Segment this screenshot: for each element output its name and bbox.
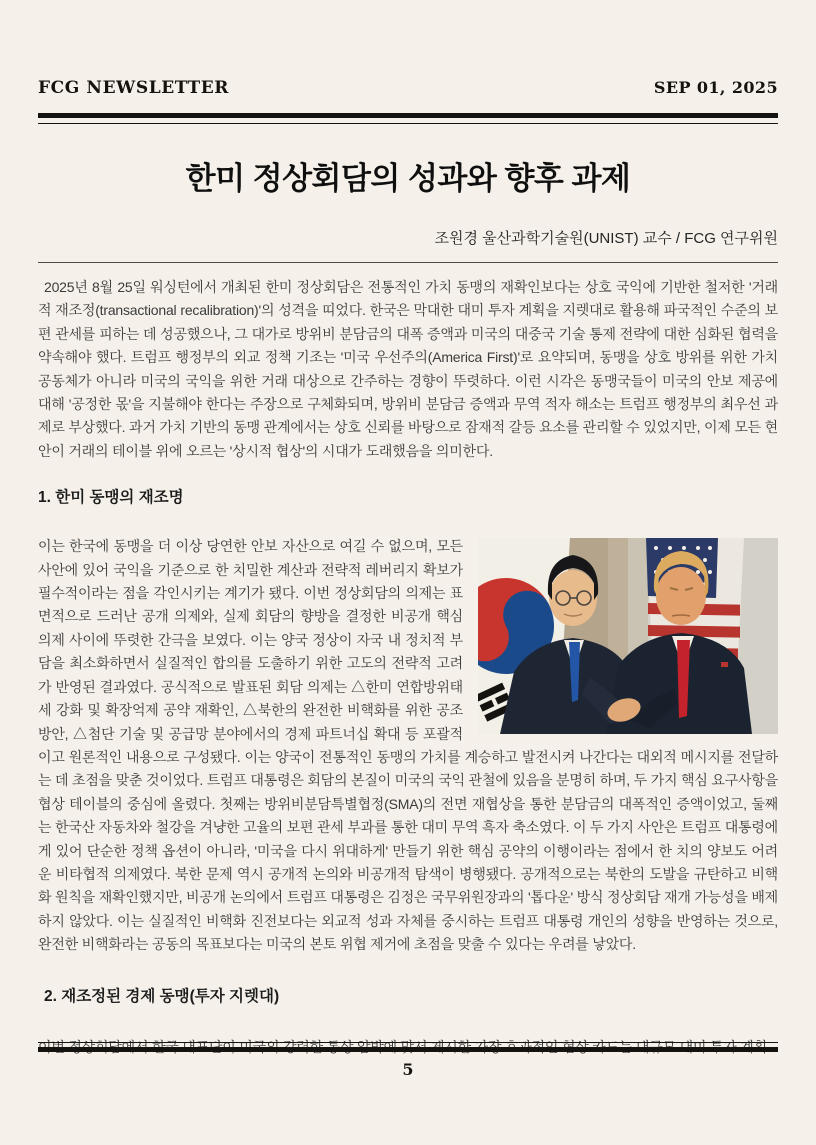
masthead-rule-thin — [38, 123, 778, 125]
footer-rule-thin — [38, 1042, 778, 1043]
masthead-rule-thick — [38, 113, 778, 118]
issue-date: SEP 01, 2025 — [653, 78, 778, 97]
section-1-body — [38, 535, 778, 956]
page-footer — [38, 1042, 778, 1079]
section-2-heading: 2. 재조정된 경제 동맹(투자 지렛대) — [44, 987, 280, 1005]
article-byline: 조원경 울산과학기술원(UNIST) 교수 / FCG 연구위원 — [434, 230, 778, 247]
flag-lapel-pin — [721, 662, 728, 667]
summit-photo — [478, 538, 778, 734]
summit-handshake-illustration — [478, 538, 778, 734]
footer-rule-thick — [38, 1047, 778, 1052]
page-number: 5 — [402, 1060, 414, 1079]
section-1-text: 이는 한국에 동맹을 더 이상 당연한 안보 자산으로 여길 수 없으며, 모든 사안에 있어 국익을 기준으로 한 치밀한 계산과 전략적 레버리지 확보가 필수적이라는 점을 각인시키는 계기가 됐다. 이번 정상회담의 의제는 표면적으로 드러난 공개 의제와, 실제 회담의 향방을 결정한 비공개 핵심 의제 사이에 뚜렷한 간극을 보였다. 이는 양국 정상이 자국 내 정치적 부담을 최소화하면서 실질적인 합의를 도출하기 위한 고도의 전략적 고려가 반영된 결과였다. 공식적으로 발표된 회담 의제는 △한미 연합방위태세 강화 및 확장억제 공약 재확인, △북한의 완전한 비핵화를 위한 공조 방안, △첨단 기술 및 공급망 분야에서의 경제 파트너십 확대 등 포괄적이고 원론적인 내용으로 구성됐다. 이는 양국이 전통적인 동맹의 가치를 계승하고 발전시켜 나간다는 대외적 메시지를 전달하는 데 초점을 맞춘 것이었다. 트럼프 대통령은 회담의 본질이 미국의 국익 관철에 있음을 분명히 하며, 두 가지 핵심 요구사항을 협상 테이블의 중심에 올렸다. 첫째는 방위비분담특별협정(SMA)의 전면 재협상을 통한 분담금의 대폭적인 증액이었고, 둘째는 한국산 자동차와 철강을 겨냥한 고율의 보편 관세 부과를 통한 대미 무역 흑자 축소였다. 이 두 가지 사안은 트럼프 대통령에게 있어 단순한 정책 옵션이 아니라, '미국을 다시 위대하게' 만들기 위한 핵심 공약의 이행이라는 점에서 한 치의 양보도 어려운 비타협적 의제였다. 북한 문제 역시 공개적 논의와 비공개적 탐색이 병행됐다. 공개적으로는 북한의 도발을 규탄하고 비핵화 원칙을 재확인했지만, 비공개 논의에서 트럼프 대통령은 김정은 국무위원장과의 '톱다운' 방식 정상회담 재개 가능성을 배제하지 않았다. 이는 실질적인 비핵화 진전보다는 외교적 성과 자체를 중시하는 트럼프 대통령 개인의 성향을 반영하는 것으로, 완전한 비핵화라는 공동의 목표보다는 미국의 본토 위협 제거에 초점을 맞출 수 있다는 우려를 낳았다. — [38, 538, 778, 953]
article-title: 한미 정상회담의 성과와 향후 과제 — [185, 161, 631, 196]
intro-paragraph: 2025년 8월 25일 워싱턴에서 개최된 한미 정상회담은 전통적인 가치 동맹의 재확인보다는 상호 국익에 기반한 철저한 '거래적 재조정(transactional recalibration)'의 성격을 띠었다. 한국은 막대한 대미 투자 계획을 지렛대로 활용해 파국적인 수준의 보편 관세를 피하는 데 성공했으나, 그 대가로 방위비 분담금의 대폭 증액과 미국의 대중국 기술 통제 전략에 대한 심화된 협력을 약속해야 했다. 트럼프 행정부의 외교 정책 기조는 '미국 우선주의(America First)'로 요약되며, 동맹을 상호 방위를 위한 가치 공동체가 아니라 미국의 국익을 위한 거래 대상으로 간주하는 경향이 뚜렷하다. 이런 시각은 동맹국들이 미국의 안보 제공에 대해 '공정한 몫'을 지불해야 한다는 주장으로 구체화되며, 방위비 분담금 증액과 무역 적자 해소는 트럼프 행정부의 최우선 과제로 부상했다. 과거 가치 기반의 동맹 관계에서는 상호 신뢰를 바탕으로 잠재적 갈등 요소를 관리할 수 있었지만, 이제 모든 현안이 거래의 테이블 위에 오르는 '상시적 협상'의 시대가 도래했음을 의미한다. — [38, 279, 778, 459]
masthead — [38, 78, 778, 98]
section-1-heading: 1. 한미 동맹의 재조명 — [38, 489, 184, 507]
newsletter-brand: FCG NEWSLETTER — [38, 78, 229, 98]
byline-rule — [38, 262, 778, 263]
